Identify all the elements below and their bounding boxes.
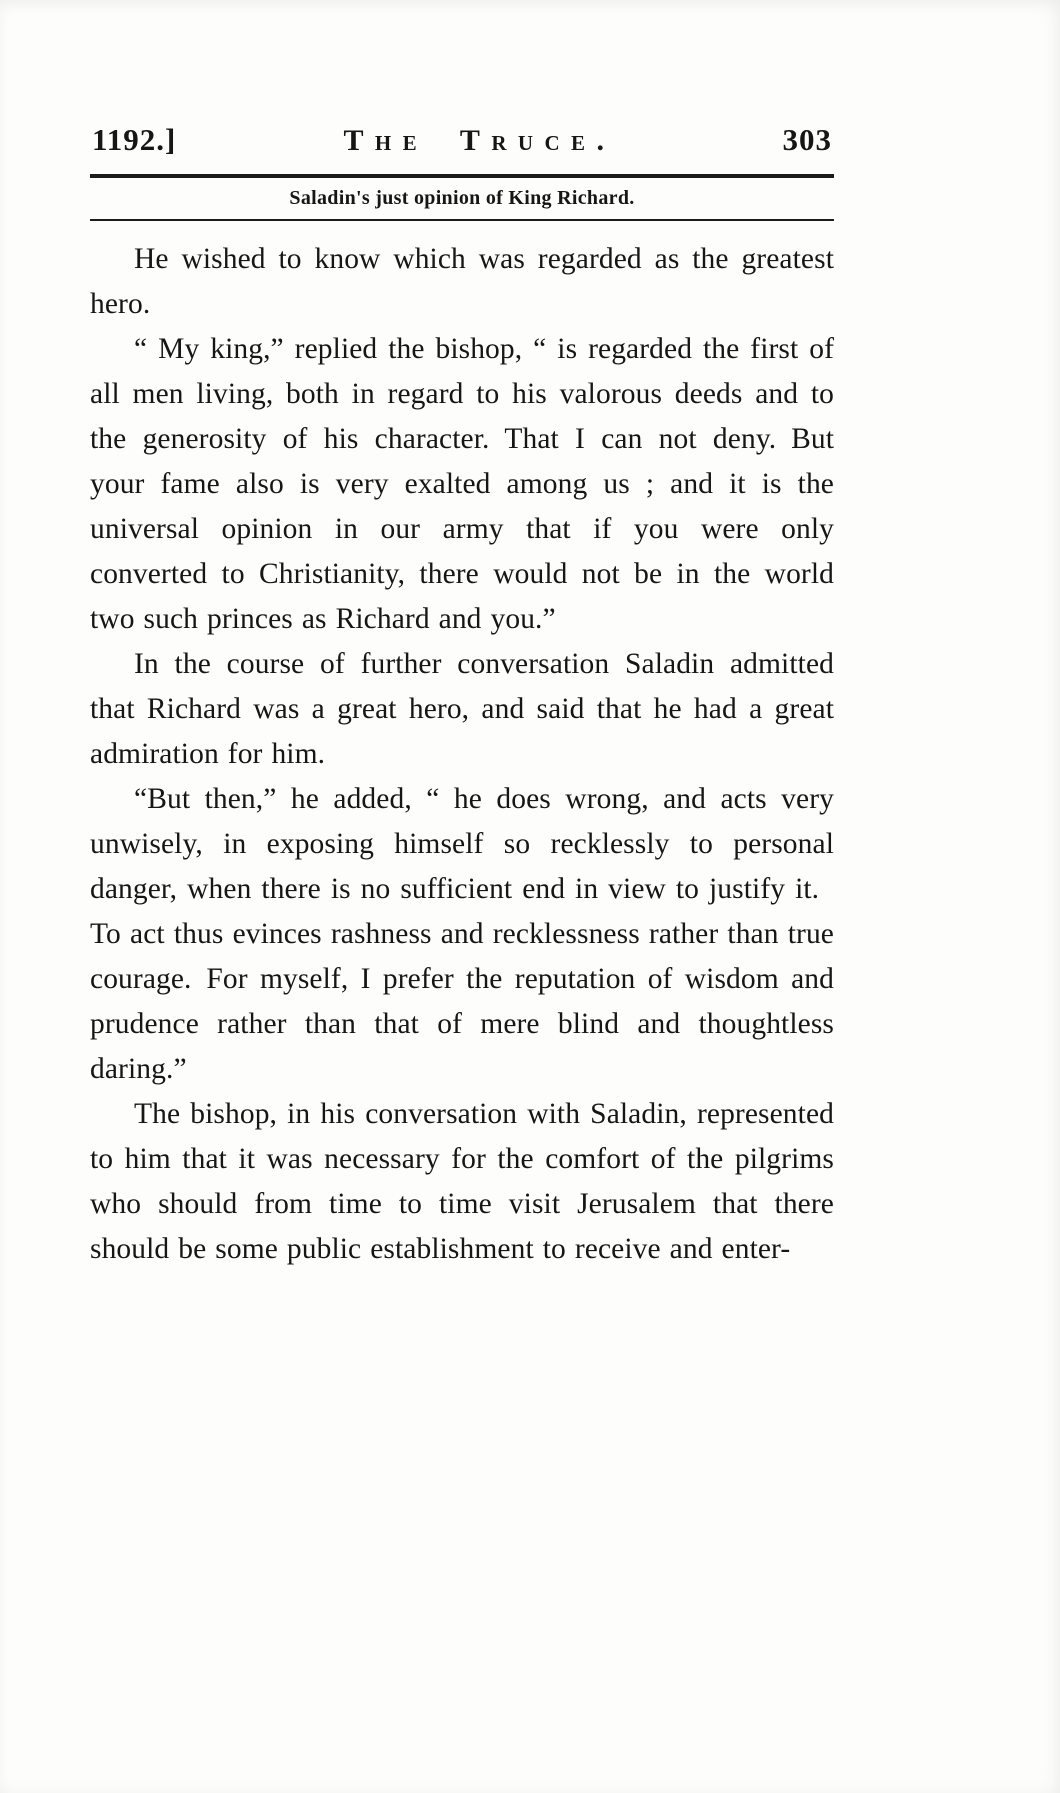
page-content <box>90 122 834 1272</box>
running-title: The Truce. <box>343 124 616 157</box>
page-body <box>90 237 834 1272</box>
paragraph-5: The bishop, in his conversation with Saladin, represented to him that it was necessary for the comfort of the pilgrims who should from time to time visit Jerusalem that there should be some public establishment to receive and enter- <box>90 1098 834 1265</box>
header-rule-bottom <box>90 219 834 221</box>
paragraph-2: “ My king,” replied the bishop, “ is regarded the first of all men living, both in regard to his valorous deeds and to the generosity of his character. That I can not deny. But your fame also is very exalted among us ; and it is the universal opinion in our army that if you were only converted to Christianity, there would not be in the world two such princes as Richard and you.” <box>90 333 834 635</box>
section-subtitle: Saladin's just opinion of King Richard. <box>289 187 635 209</box>
paragraph-4: “But then,” he added, “ he does wrong, and acts very unwisely, in exposing himself so recklessly to personal danger, when there is no sufficient end in view to justify it. To act thus evinces rashness and recklessness rather than true courage. For myself, I prefer the reputation of wisdom and prudence rather than that of mere blind and thoughtless daring.” <box>90 783 834 1085</box>
page-header <box>90 122 834 158</box>
header-year: 1192.] <box>92 122 177 157</box>
header-rule-top <box>90 174 834 178</box>
page-number: 303 <box>782 122 832 157</box>
paragraph-3: In the course of further conversation Saladin admitted that Richard was a great hero, and said that he had a great admiration for him. <box>90 648 834 770</box>
paragraph-1: He wished to know which was regarded as the greatest hero. <box>90 243 834 320</box>
